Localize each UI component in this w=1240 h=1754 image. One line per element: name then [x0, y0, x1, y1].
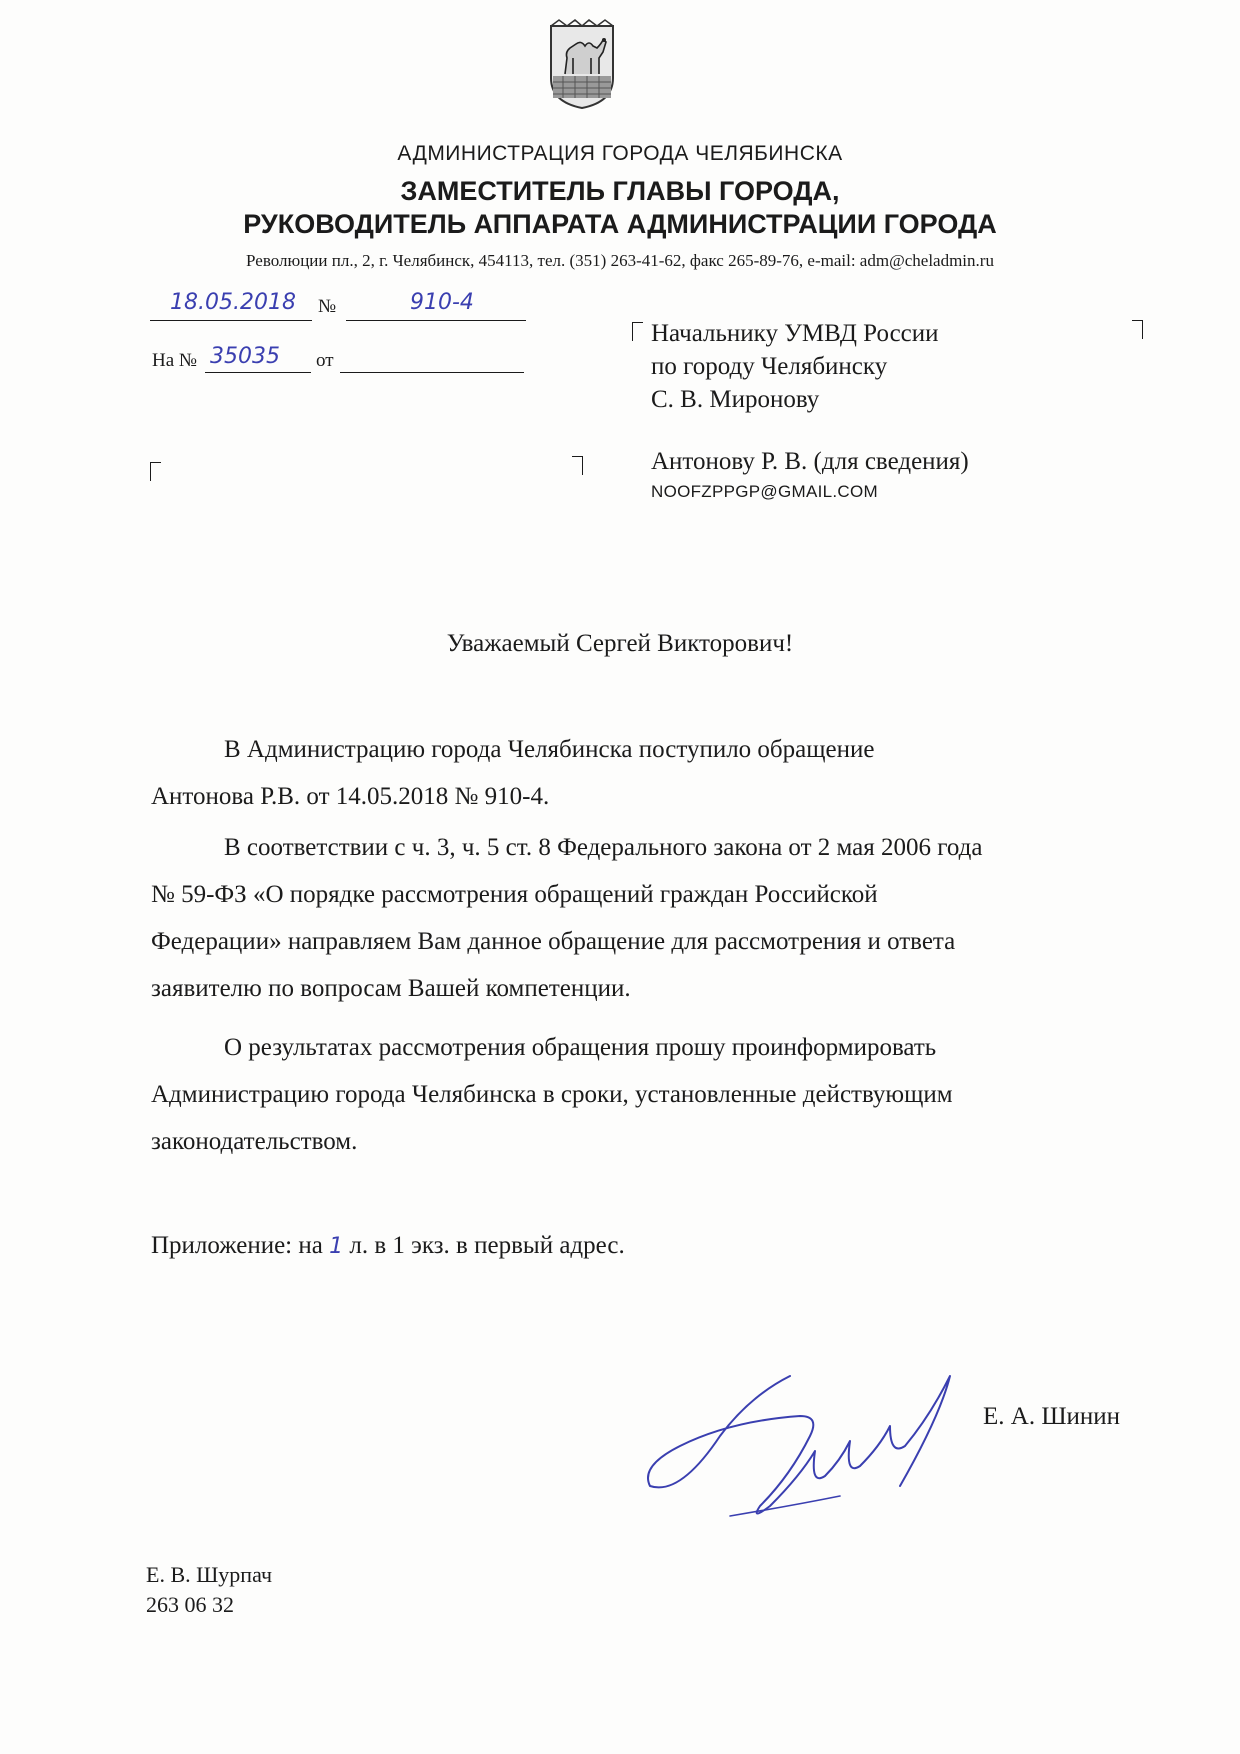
title-line-1: ЗАМЕСТИТЕЛЬ ГЛАВЫ ГОРОДА,: [400, 176, 840, 206]
addressee-cc-email: NOOFZPPGP@GMAIL.COM: [651, 482, 878, 501]
registration-date: 18.05.2018: [170, 290, 296, 315]
reply-to-number: 35035: [210, 344, 280, 369]
reply-to-from-label: от: [316, 350, 334, 371]
corner-mark-top-right: [572, 456, 583, 475]
contact-details: Революции пл., 2, г. Челябинск, 454113, тел. (351) 263-41-62, факс 265-89-76, e-mail: adm@cheladmin.ru: [246, 251, 994, 270]
executor-name: Е. В. Шурпач: [146, 1562, 273, 1587]
addressee-line-3: С. В. Миронову: [651, 386, 820, 413]
attachment-prefix: Приложение: на: [151, 1232, 330, 1259]
paragraph-3-line: законодательством.: [151, 1128, 358, 1155]
paragraph-3-line: О результатах рассмотрения обращения прошу проинформировать: [224, 1034, 937, 1061]
handwritten-signature-icon: [640, 1356, 1020, 1536]
registration-number: 910-4: [410, 290, 474, 315]
addressee-corner-right: [1132, 320, 1143, 339]
city-coat-of-arms-icon: [543, 18, 621, 110]
attachment-sheet-count: 1: [329, 1234, 344, 1259]
executor-phone: 263 06 32: [146, 1592, 234, 1617]
registration-number-line: [346, 320, 526, 321]
paragraph-3-line: Администрацию города Челябинска в сроки, установленные действующим: [151, 1081, 953, 1108]
organization-name: АДМИНИСТРАЦИЯ ГОРОДА ЧЕЛЯБИНСКА: [397, 142, 843, 165]
registration-date-line: [150, 320, 312, 321]
paragraph-2-line: В соответствии с ч. 3, ч. 5 ст. 8 Федерального закона от 2 мая 2006 года: [224, 834, 983, 861]
addressee-corner-left: [632, 322, 643, 341]
registration-number-label: №: [318, 296, 337, 317]
paragraph-1-line: Антонова Р.В. от 14.05.2018 № 910-4.: [151, 783, 550, 810]
paragraph-2-line: заявителю по вопросам Вашей компетенции.: [151, 975, 631, 1002]
reply-to-number-label: На №: [152, 350, 198, 371]
title-line-2: РУКОВОДИТЕЛЬ АППАРАТА АДМИНИСТРАЦИИ ГОРОДА: [243, 209, 997, 239]
attachment-note: [151, 1232, 625, 1260]
reply-to-number-line: [205, 372, 311, 373]
paragraph-1-line: В Администрацию города Челябинска поступило обращение: [224, 736, 875, 763]
addressee-line-1: Начальнику УМВД России: [651, 320, 939, 347]
paragraph-3: [151, 1024, 1147, 1165]
addressee-cc-line: Антонову Р. В. (для сведения): [651, 448, 969, 475]
addressee-line-2: по городу Челябинску: [651, 353, 888, 380]
attachment-suffix: л. в 1 экз. в первый адрес.: [343, 1232, 625, 1259]
salutation: Уважаемый Сергей Викторович!: [446, 630, 794, 657]
paragraph-1: [151, 726, 1147, 820]
paragraph-2-line: № 59-ФЗ «О порядке рассмотрения обращений граждан Российской: [151, 881, 878, 908]
reply-to-date-line: [340, 372, 524, 373]
paragraph-2-line: Федерации» направляем Вам данное обращение для рассмотрения и ответа: [151, 928, 956, 955]
corner-mark-top-left: [150, 462, 161, 481]
signer-name: Е. А. Шинин: [983, 1403, 1121, 1430]
paragraph-2: [151, 824, 1147, 1012]
